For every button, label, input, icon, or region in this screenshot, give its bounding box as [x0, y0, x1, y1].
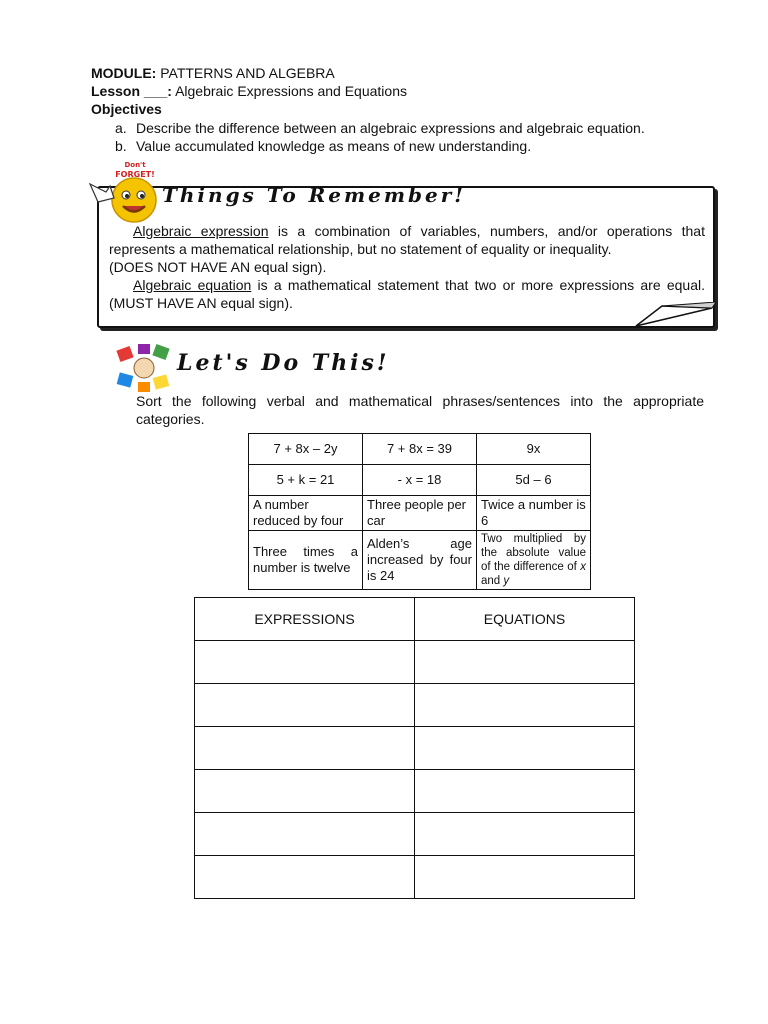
phrase-table — [248, 433, 591, 590]
equations-header: EQUATIONS — [415, 598, 635, 641]
lesson-value: Algebraic Expressions and Equations — [175, 83, 407, 99]
phrase-cell: 7 + 8x = 39 — [363, 434, 477, 465]
phrase-cell: Alden’s age increased by four is 24 — [363, 531, 477, 590]
phrase-cell: Two multiplied by the absolute value of the difference of x and y — [477, 531, 591, 590]
expression-answer-cell[interactable] — [195, 856, 415, 899]
equation-answer-cell[interactable] — [415, 856, 635, 899]
module-value: PATTERNS AND ALGEBRA — [160, 65, 335, 81]
phrase-cell: Twice a number is 6 — [477, 496, 591, 531]
expression-term: Algebraic expression — [133, 223, 269, 239]
lesson-label: Lesson ___: — [91, 83, 172, 99]
expression-note: (DOES NOT HAVE AN equal sign). — [109, 259, 327, 275]
equation-answer-cell[interactable] — [415, 727, 635, 770]
expressions-header: EXPRESSIONS — [195, 598, 415, 641]
expression-answer-cell[interactable] — [195, 770, 415, 813]
phrase-cell: 7 + 8x – 2y — [249, 434, 363, 465]
expression-definition: Algebraic expression is a combination of variables, numbers, and/or operations that represents a mathematical relationship, but no statement of equality or inequality. — [109, 223, 705, 257]
expression-answer-cell[interactable] — [195, 727, 415, 770]
phrase-cell: - x = 18 — [363, 465, 477, 496]
phrase-cell: 5d – 6 — [477, 465, 591, 496]
equation-answer-cell[interactable] — [415, 684, 635, 727]
equation-answer-cell[interactable] — [415, 813, 635, 856]
objective-item: b. Value accumulated knowledge as means of new understanding. — [115, 138, 532, 154]
equation-definition: Algebraic equation is a mathematical statement that two or more expressions are equal. (MUST HAVE AN equal sign). — [109, 277, 705, 311]
expression-answer-cell[interactable] — [195, 813, 415, 856]
remember-box — [97, 186, 715, 328]
equation-answer-cell[interactable] — [415, 770, 635, 813]
expression-answer-cell[interactable] — [195, 641, 415, 684]
phrase-cell: Three times a number is twelve — [249, 531, 363, 590]
sort-table — [194, 597, 635, 899]
phrase-cell: 5 + k = 21 — [249, 465, 363, 496]
expression-answer-cell[interactable] — [195, 684, 415, 727]
equation-term: Algebraic equation — [133, 277, 252, 293]
puzzle-hands-icon — [114, 342, 174, 394]
page-curl-icon — [632, 302, 718, 332]
activity-instruction: Sort the following verbal and mathematical phrases/sentences into the appropriate categories. — [136, 393, 704, 427]
phrase-cell: A number reduced by four — [249, 496, 363, 531]
dont-forget-badge: Don't FORGET! — [115, 161, 155, 179]
remember-title: Things To Remember! — [162, 183, 467, 207]
equation-answer-cell[interactable] — [415, 641, 635, 684]
lesson-line — [91, 82, 407, 100]
objective-item: a. Describe the difference between an algebraic expressions and algebraic equation. — [115, 120, 645, 136]
objectives-heading: Objectives — [91, 101, 162, 117]
module-label: MODULE: — [91, 65, 157, 81]
phrase-cell: Three people per car — [363, 496, 477, 531]
lets-do-this-title: Let's Do This! — [177, 350, 390, 376]
phrase-cell: 9x — [477, 434, 591, 465]
module-line — [91, 64, 335, 82]
